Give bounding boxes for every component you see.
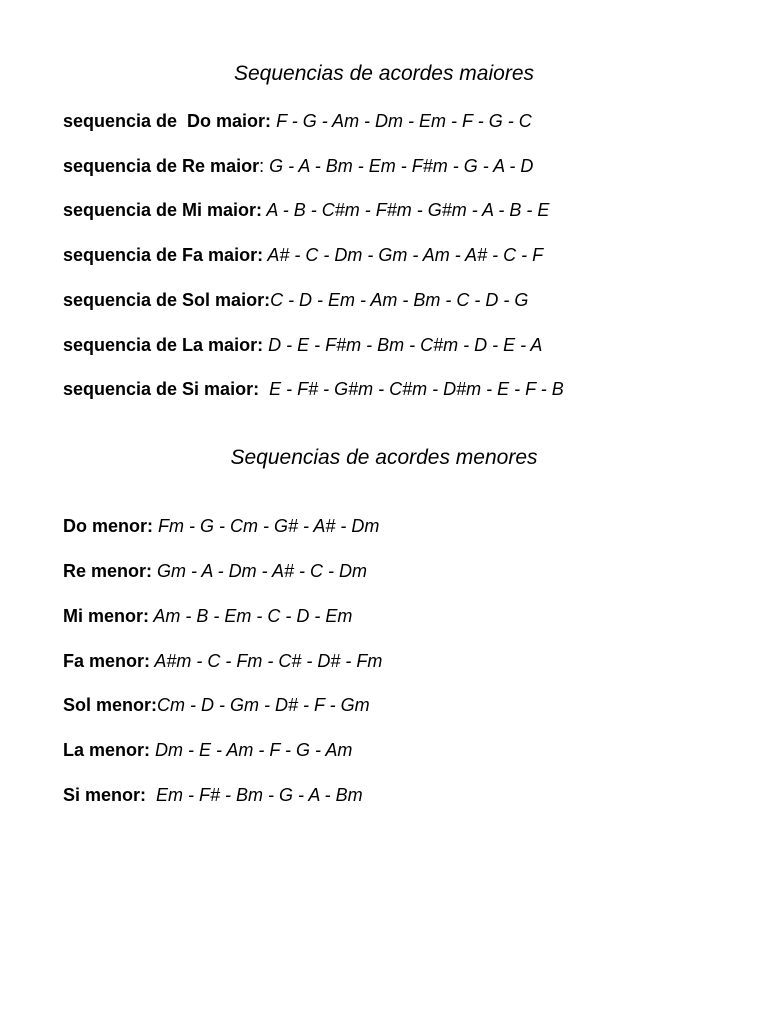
major-sequence-re <box>63 155 533 177</box>
minor-sequence-la <box>63 739 352 761</box>
major-sequence-sol <box>63 289 528 311</box>
chord-sequence: Cm - D - Gm - D# - F - Gm <box>157 695 370 715</box>
sequence-label: Re menor: <box>63 561 153 581</box>
sequence-label: Mi menor: <box>63 606 150 626</box>
chord-sequence: G - A - Bm - Em - F#m - G - A - D <box>264 156 534 176</box>
sequence-label: sequencia de Mi maior: <box>63 200 263 220</box>
sequence-label: Sol menor: <box>63 695 158 715</box>
sequence-label: sequencia de Si maior: <box>63 379 260 399</box>
chord-sequence: Gm - A - Dm - A# - C - Dm <box>152 561 367 581</box>
chord-sequence: F - G - Am - Dm - Em - F - G - C <box>271 111 532 131</box>
chord-sequence: Dm - E - Am - F - G - Am <box>150 740 353 760</box>
major-sequence-fa <box>63 244 543 266</box>
minor-sequence-re <box>63 560 367 582</box>
minor-sequence-si <box>63 784 363 806</box>
sequence-label: sequencia de Re maior <box>63 156 260 176</box>
sequence-label: La menor: <box>63 740 151 760</box>
chord-sequence: A# - C - Dm - Gm - Am - A# - C - F <box>263 245 544 265</box>
label-colon: : <box>259 156 265 176</box>
chord-sequence: Fm - G - Cm - G# - A# - Dm <box>153 516 380 536</box>
major-sequence-mi <box>63 199 549 221</box>
minor-sequence-sol <box>63 694 370 716</box>
chord-sequence: D - E - F#m - Bm - C#m - D - E - A <box>263 335 543 355</box>
sequence-label: Fa menor: <box>63 651 151 671</box>
chord-sequence: Am - B - Em - C - D - Em <box>149 606 353 626</box>
chord-sequence: C - D - Em - Am - Bm - C - D - G <box>270 290 529 310</box>
sequence-label: Si menor: <box>63 785 147 805</box>
sequence-label: sequencia de Fa maior: <box>63 245 264 265</box>
chord-sequence: E - F# - G#m - C#m - D#m - E - F - B <box>259 379 564 399</box>
minor-chords-heading: Sequencias de acordes menores <box>230 446 538 469</box>
sequence-label: Do menor: <box>63 516 153 536</box>
major-sequence-do <box>63 110 532 132</box>
sequence-label: sequencia de La maior: <box>63 335 264 355</box>
sequence-label: sequencia de Do maior: <box>63 111 272 131</box>
chord-sequence: A#m - C - Fm - C# - D# - Fm <box>150 651 383 671</box>
chord-sequence: A - B - C#m - F#m - G#m - A - B - E <box>262 200 550 220</box>
minor-sequence-fa <box>63 650 382 672</box>
minor-sequence-do <box>63 515 379 537</box>
major-chords-heading: Sequencias de acordes maiores <box>233 62 534 85</box>
major-sequence-la <box>63 334 542 356</box>
minor-sequence-mi <box>63 605 352 627</box>
sequence-label: sequencia de Sol maior: <box>63 290 271 310</box>
major-sequence-si <box>63 378 564 400</box>
chord-sequence: Em - F# - Bm - G - A - Bm <box>146 785 363 805</box>
